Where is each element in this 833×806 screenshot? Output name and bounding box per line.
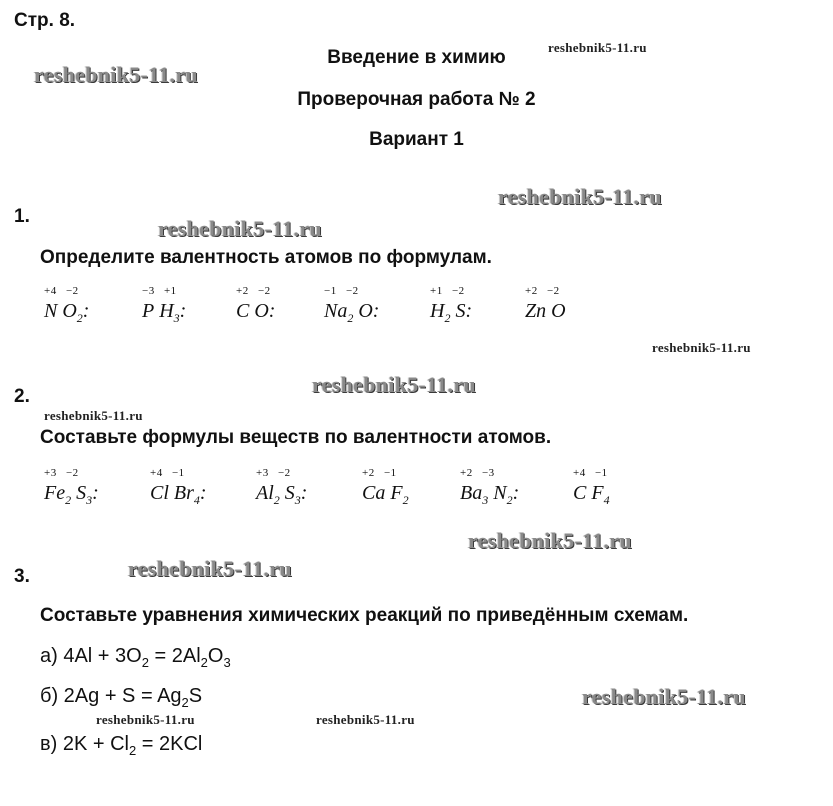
- task1-number: 1.: [14, 206, 30, 227]
- variant-title: Вариант 1: [369, 129, 464, 150]
- topic-title: Введение в химию: [327, 47, 506, 68]
- formula: +1 −2 $H_2$ S:: [430, 285, 473, 325]
- watermark: reshebnik5-11.ru: [498, 184, 662, 209]
- formula: +2 −3 $Ba_3$ $N_2$:: [460, 467, 520, 507]
- formula: +3 −2 $Fe_2$ $S_3$:: [44, 467, 99, 507]
- watermark: reshebnik5-11.ru: [96, 712, 195, 727]
- formula: +4 −1 C $F_4$: [573, 467, 610, 507]
- watermark: reshebnik5-11.ru: [316, 712, 415, 727]
- equation-a: а) $4Al + 3O_2 = 2Al_2O_3$: [40, 645, 231, 670]
- watermark: reshebnik5-11.ru: [44, 408, 143, 423]
- task2-number: 2.: [14, 386, 30, 407]
- watermark: reshebnik5-11.ru: [582, 684, 746, 709]
- task3-prompt: Составьте уравнения химических реакций по приведённым схемам.: [40, 605, 689, 626]
- watermark: reshebnik5-11.ru: [548, 40, 647, 55]
- page-number: Стр. 8.: [14, 10, 76, 31]
- equation-c: в) $2K + Cl_2 = 2KCl$: [40, 733, 203, 758]
- formula: +4 −1 Cl $Br_4$:: [150, 467, 207, 507]
- watermark: reshebnik5-11.ru: [468, 528, 632, 553]
- formula: +2 −2 Zn O: [525, 285, 566, 322]
- task1-prompt: Определите валентность атомов по формулам.: [40, 247, 492, 268]
- equation-b: б) $2Ag + S = Ag_2S$: [40, 685, 203, 710]
- formula: −3 +1 P $H_3$:: [142, 285, 187, 325]
- watermark: reshebnik5-11.ru: [652, 340, 751, 355]
- formula: +4 −2 N $O_2$:: [44, 285, 90, 325]
- watermark: reshebnik5-11.ru: [158, 216, 322, 241]
- formula: +3 −2 $Al_2$ $S_3$:: [256, 467, 308, 507]
- watermark: reshebnik5-11.ru: [128, 556, 292, 581]
- task2-prompt: Составьте формулы веществ по валентности атомов.: [40, 427, 552, 448]
- work-title: Проверочная работа № 2: [297, 89, 536, 110]
- watermark: reshebnik5-11.ru: [34, 62, 198, 87]
- formula: +2 −2 C O:: [236, 285, 276, 322]
- formula: +2 −1 Ca $F_2$: [362, 467, 409, 507]
- task3-number: 3.: [14, 566, 30, 587]
- watermark: reshebnik5-11.ru: [312, 372, 476, 397]
- formula: −1 −2 $Na_2$ O:: [324, 285, 380, 325]
